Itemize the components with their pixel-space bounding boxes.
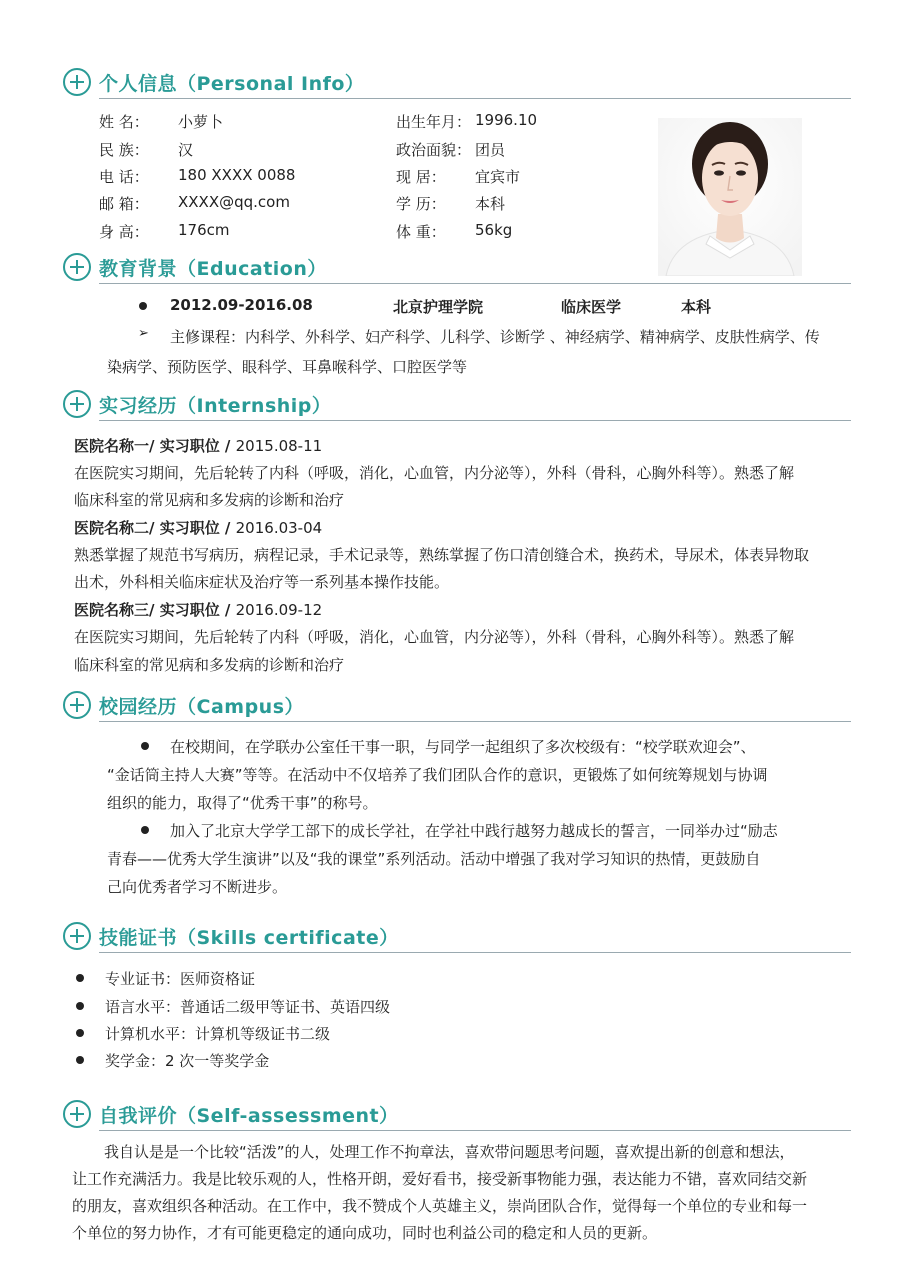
section-personal-info xyxy=(63,68,851,102)
internship-separator: / xyxy=(219,437,236,455)
internship-desc-line: 在医院实习期间，先后轮转了内科（呼吸，消化，心血管，内分泌等），外科（骨科，心胸外科等）。熟悉了解 xyxy=(74,628,795,646)
section-title: 个人信息（Personal Info） xyxy=(99,73,365,95)
internship-title: 医院名称三/ 实习职位 xyxy=(74,601,220,619)
section-divider xyxy=(99,98,851,99)
campus-line: 加入了北京大学学工部下的成长学社，在学社中践行越努力越成长的誓言，一同举办过“励志 xyxy=(170,822,778,840)
section-skills xyxy=(63,922,851,956)
self-assessment-line: 的朋友，喜欢组织各种活动。在工作中，我不赞成个人英雄主义，崇尚团队合作，觉得每一个单位的专业和每一 xyxy=(72,1197,808,1215)
plus-circle-icon xyxy=(63,1100,91,1128)
internship-separator: / xyxy=(219,601,236,619)
birth-value: 1996.10 xyxy=(475,111,538,129)
section-title: 教育背景（Education） xyxy=(99,258,327,280)
courses-line-1: 主修课程：内科学、外科学、妇产科学、儿科学、诊断学 、神经病学、精神病学、皮肤性病学、传 xyxy=(170,328,820,346)
height-value: 176cm xyxy=(178,221,230,239)
section-education xyxy=(63,253,851,287)
name-label: 姓 名： xyxy=(99,113,149,131)
section-title: 校园经历（Campus） xyxy=(99,696,304,718)
birth-label: 出生年月： xyxy=(396,113,472,131)
internship-desc-line: 熟悉掌握了规范书写病历，病程记录，手术记录等，熟练掌握了伤口清创缝合术，换药术，导尿术，体表异物取 xyxy=(74,546,810,564)
internship-header xyxy=(74,435,322,456)
internship-date: 2015.08-11 xyxy=(235,437,323,455)
internship-header xyxy=(74,517,322,538)
section-title: 实习经历（Internship） xyxy=(99,395,332,417)
phone-value: 180 XXXX 0088 xyxy=(178,166,296,184)
phone-label: 电 话： xyxy=(99,168,149,186)
campus-line: 组织的能力，取得了“优秀干事”的称号。 xyxy=(107,794,378,812)
section-title: 自我评价（Self-assessment） xyxy=(99,1105,399,1127)
bullet-icon xyxy=(76,974,84,982)
internship-desc-line: 临床科室的常见病和多发病的诊断和治疗 xyxy=(74,656,345,674)
education-level: 本科 xyxy=(681,298,712,316)
internship-desc-line: 临床科室的常见病和多发病的诊断和治疗 xyxy=(74,491,345,509)
bullet-icon xyxy=(139,302,147,310)
weight-value: 56kg xyxy=(475,221,513,239)
plus-circle-icon xyxy=(63,253,91,281)
plus-circle-icon xyxy=(63,68,91,96)
political-label: 政治面貌： xyxy=(396,141,472,159)
skill-item: 计算机水平：计算机等级证书二级 xyxy=(105,1025,331,1043)
internship-separator: / xyxy=(219,519,236,537)
email-label: 邮 箱： xyxy=(99,195,149,213)
education-period: 2012.09-2016.08 xyxy=(170,296,313,314)
degree-value: 本科 xyxy=(475,195,506,213)
residence-value: 宜宾市 xyxy=(475,168,521,186)
ethnic-value: 汉 xyxy=(178,141,194,159)
political-value: 团员 xyxy=(475,141,506,159)
email-value: XXXX@qq.com xyxy=(178,193,290,211)
section-divider xyxy=(99,952,851,953)
bullet-icon xyxy=(141,742,149,750)
skill-item: 语言水平：普通话二级甲等证书、英语四级 xyxy=(105,998,391,1016)
campus-line: 在校期间，在学联办公室任干事一职，与同学一起组织了多次校级有：“校学联欢迎会”、 xyxy=(170,738,756,756)
internship-header xyxy=(74,599,322,620)
residence-label: 现 居： xyxy=(396,168,446,186)
section-self-assessment xyxy=(63,1100,851,1134)
plus-circle-icon xyxy=(63,691,91,719)
skill-item: 专业证书：医师资格证 xyxy=(105,970,256,988)
self-assessment-line: 个单位的努力协作，才有可能更稳定的通向成功，同时也利益公司的稳定和人员的更新。 xyxy=(72,1224,658,1242)
bullet-icon xyxy=(76,1002,84,1010)
height-label: 身 高： xyxy=(99,223,149,241)
section-internship xyxy=(63,390,851,424)
plus-circle-icon xyxy=(63,922,91,950)
education-school: 北京护理学院 xyxy=(393,298,484,316)
name-value: 小萝卜 xyxy=(178,113,224,131)
courses-line-2: 染病学、预防医学、眼科学、耳鼻喉科学、口腔医学等 xyxy=(107,358,468,376)
weight-label: 体 重： xyxy=(396,223,446,241)
internship-desc-line: 出术，外科相关临床症状及治疗等一系列基本操作技能。 xyxy=(74,573,450,591)
section-divider xyxy=(99,420,851,421)
section-divider xyxy=(99,721,851,722)
internship-title: 医院名称一/ 实习职位 xyxy=(74,437,220,455)
self-assessment-line: 我自认是是一个比较“活泼”的人，处理工作不拘章法，喜欢带问题思考问题，喜欢提出新的创意和想法， xyxy=(104,1143,795,1161)
internship-desc-line: 在医院实习期间，先后轮转了内科（呼吸，消化，心血管，内分泌等），外科（骨科，心胸外科等）。熟悉了解 xyxy=(74,464,795,482)
internship-date: 2016.03-04 xyxy=(235,519,323,537)
skill-item: 奖学金：2 次一等奖学金 xyxy=(105,1052,270,1070)
campus-line: “金话筒主持人大赛”等等。在活动中不仅培养了我们团队合作的意识，更锻炼了如何统筹规划与协调 xyxy=(107,766,768,784)
section-divider xyxy=(99,1130,851,1131)
internship-date: 2016.09-12 xyxy=(235,601,323,619)
section-campus xyxy=(63,691,851,725)
section-title: 技能证书（Skills certificate） xyxy=(99,927,399,949)
section-divider xyxy=(99,283,851,284)
ethnic-label: 民 族： xyxy=(99,141,149,159)
campus-line: 青春——优秀大学生演讲”以及“我的课堂”系列活动。活动中增强了我对学习知识的热情，更鼓励自 xyxy=(107,850,761,868)
internship-title: 医院名称二/ 实习职位 xyxy=(74,519,220,537)
plus-circle-icon xyxy=(63,390,91,418)
bullet-icon xyxy=(76,1056,84,1064)
campus-line: 己向优秀者学习不断进步。 xyxy=(107,878,288,896)
bullet-icon xyxy=(141,826,149,834)
bullet-icon xyxy=(76,1029,84,1037)
degree-label: 学 历： xyxy=(396,195,446,213)
arrow-bullet-icon: ➢ xyxy=(138,326,149,341)
self-assessment-line: 让工作充满活力。我是比较乐观的人，性格开朗，爱好看书，接受新事物能力强，表达能力不错，喜欢同结交新 xyxy=(72,1170,808,1188)
education-major: 临床医学 xyxy=(561,298,622,316)
